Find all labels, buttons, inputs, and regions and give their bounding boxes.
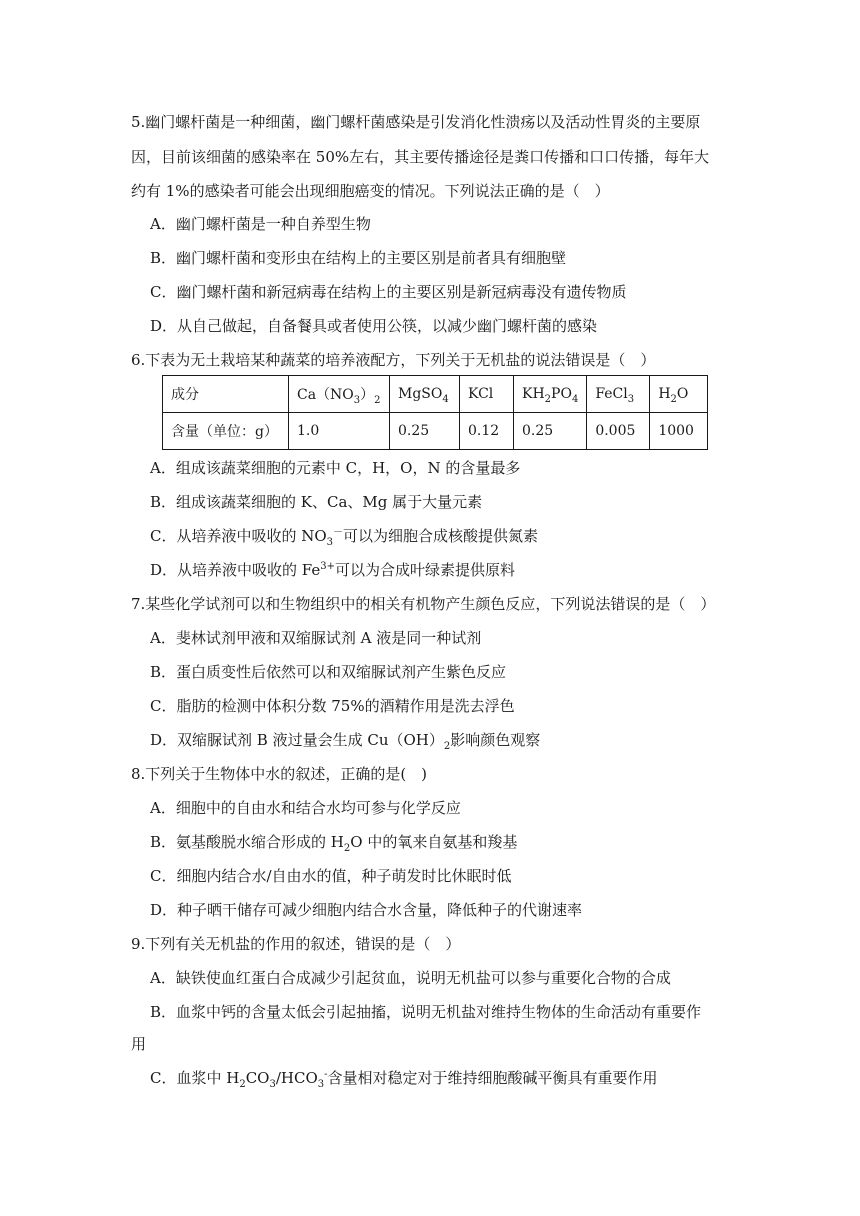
q8-option-a: A．细胞中的自由水和结合水均可参与化学反应 [150,799,461,817]
q7-option-b: B．蛋白质变性后依然可以和双缩脲试剂产生紫色反应 [150,663,507,681]
q7-option-d: D．双缩脲试剂 B 液过量会生成 $Cu(OH)_2$影响颜色观察 [150,731,541,752]
q6-stem: 6.下表为无土栽培某种蔬菜的培养液配方，下列关于无机盐的说法错误是（ ） [131,351,656,369]
table-cell: 0.12 [460,413,514,450]
q9-option-b-line-2: 用 [131,1035,147,1053]
q8-option-c: C．细胞内结合水/自由水的值，种子萌发时比休眠时低 [150,867,512,885]
q5-stem-line-3: 约有 1%的感染者可能会出现细胞癌变的情况。下列说法正确的是（ ） [131,182,610,200]
q8-stem: 8.下列关于生物体中水的叙述，正确的是( ) [131,765,428,783]
q5-option-b: B．幽门螺杆菌和变形虫在结构上的主要区别是前者具有细胞壁 [150,249,567,267]
q5-stem-line-2: 因，目前该细菌的感染率在 50%左右，其主要传播途径是粪口传播和口口传播，每年大 [131,148,710,166]
table-header-cell: FeCl$_3$ [587,376,650,413]
nutrient-solution-table [162,375,708,450]
q6-option-a: A．组成该蔬菜细胞的元素中 C，H，O，N 的含量最多 [150,459,521,477]
q9-option-b-line-1: B．血浆中钙的含量太低会引起抽搐，说明无机盐对维持生物体的生命活动有重要作 [150,1003,702,1021]
q5-option-c: C．幽门螺杆菌和新冠病毒在结构上的主要区别是新冠病毒没有遗传物质 [150,283,627,301]
table-cell: 0.25 [390,413,460,450]
table-row [163,413,708,450]
q9-option-a: A．缺铁使血红蛋白合成减少引起贫血，说明无机盐可以参与重要化合物的合成 [150,969,671,987]
q9-option-c: C．血浆中 $H_2CO_3/HCO_3^-$含量相对稳定对于维持细胞酸碱平衡具有重要作用 [150,1069,658,1090]
table-header-cell: KCl [460,376,514,413]
q5-option-d: D．从自己做起，自备餐具或者使用公筷，以减少幽门螺杆菌的感染 [150,317,598,335]
q5-option-a: A．幽门螺杆菌是一种自养型生物 [150,215,371,233]
table-cell: 含量（单位：g） [163,413,289,450]
table-header-cell: $Ca(NO_3)_2$ [289,376,390,413]
table-cell: 1000 [650,413,708,450]
q8-option-b: B．氨基酸脱水缩合形成的 $H_2O$ 中的氧来自氨基和羧基 [150,833,518,854]
q6-option-c: C．从培养液中吸收的 $NO_3^-$可以为细胞合成核酸提供氮素 [150,527,539,548]
q6-option-b: B．组成该蔬菜细胞的 K、Ca、Mg 属于大量元素 [150,493,483,511]
table-cell: 0.25 [514,413,587,450]
table-cell: 1.0 [289,413,390,450]
table-header-cell: $H_2O$ [650,376,708,413]
q5-stem-line-1: 5.幽门螺杆菌是一种细菌，幽门螺杆菌感染是引发消化性溃疡以及活动性胃炎的主要原 [131,113,701,131]
table-row [163,376,708,413]
table-header-cell: $KH_2PO_4$ [514,376,587,413]
table-header-cell: MgSO$_4$ [390,376,460,413]
q8-option-d: D．种子晒干储存可减少细胞内结合水含量，降低种子的代谢速率 [150,901,583,919]
q6-option-d: D．从培养液中吸收的 $Fe^{3+}$可以为合成叶绿素提供原料 [150,561,516,579]
table-cell: 0.005 [587,413,650,450]
q7-option-a: A．斐林试剂甲液和双缩脲试剂 A 液是同一种试剂 [150,629,482,647]
q7-option-c: C．脂肪的检测中体积分数 75%的酒精作用是洗去浮色 [150,697,515,715]
table-header-cell: 成分 [163,376,289,413]
q7-stem: 7.某些化学试剂可以和生物组织中的相关有机物产生颜色反应，下列说法错误的是（ ） [131,595,716,613]
q9-stem: 9.下列有关无机盐的作用的叙述，错误的是（ ） [131,935,461,953]
